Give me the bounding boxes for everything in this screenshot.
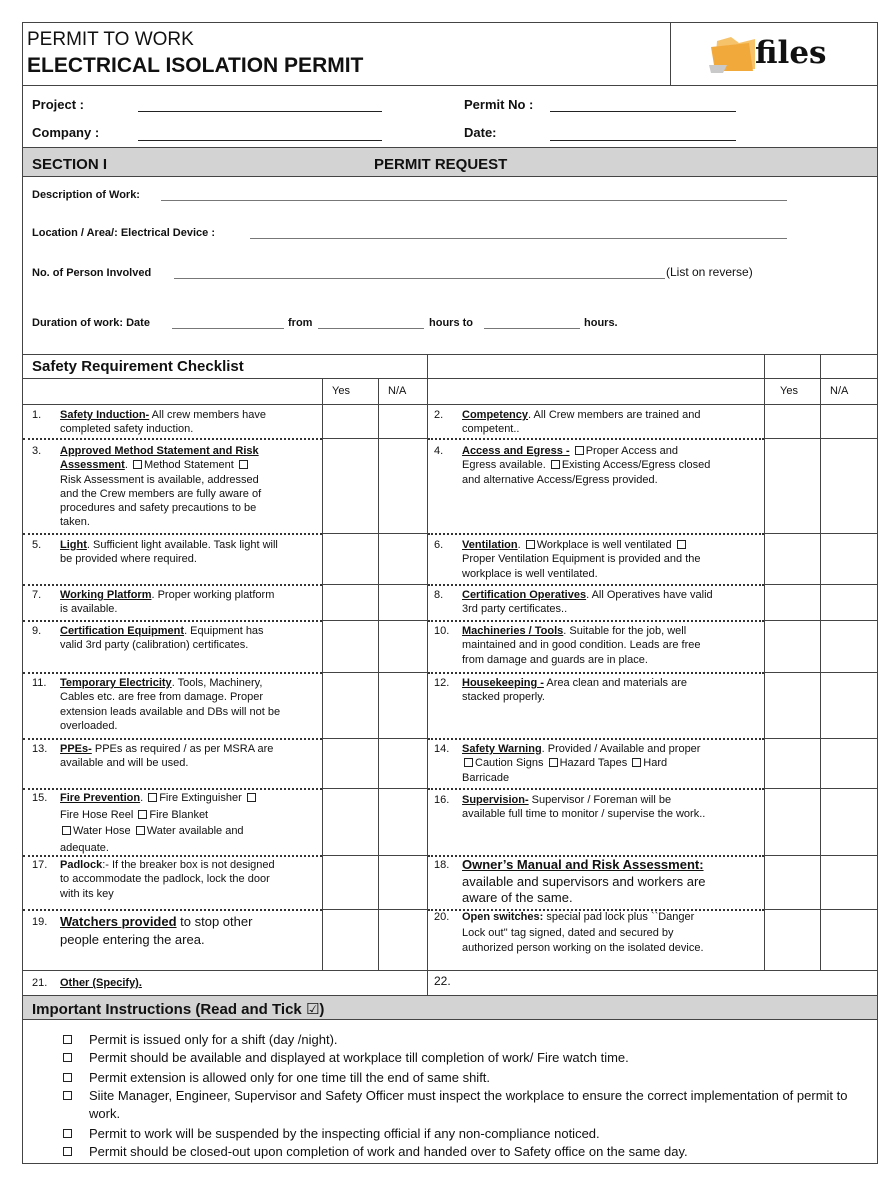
row-separator <box>764 438 877 439</box>
row-separator <box>322 788 427 789</box>
row-separator <box>322 584 427 585</box>
row-separator <box>23 970 877 971</box>
row-separator <box>428 788 764 790</box>
col-na-left: N/A <box>388 385 407 397</box>
table-rule <box>427 378 877 379</box>
row-separator <box>764 620 877 621</box>
section-1-header <box>23 147 877 177</box>
row-separator <box>764 533 877 534</box>
location-label: Location / Area/: Electrical Device : <box>32 227 215 239</box>
checkbox[interactable] <box>63 1129 72 1138</box>
row-separator <box>764 584 877 585</box>
checkbox[interactable] <box>575 446 584 455</box>
date-input[interactable] <box>550 140 736 141</box>
checkbox[interactable] <box>133 460 142 469</box>
col-divider <box>820 354 821 970</box>
checkbox[interactable] <box>632 758 641 767</box>
duration-hours-to-label: hours to <box>429 317 473 329</box>
table-rule <box>23 378 427 379</box>
duration-hours-label: hours. <box>584 317 618 329</box>
row-separator <box>428 620 764 622</box>
row-separator <box>764 909 877 910</box>
checkbox[interactable] <box>148 793 157 802</box>
row-separator <box>428 672 764 674</box>
col-divider <box>764 354 765 970</box>
checklist-title: Safety Requirement Checklist <box>32 358 244 375</box>
row-separator <box>23 620 322 622</box>
col-divider <box>322 378 323 970</box>
section-1-title: PERMIT REQUEST <box>374 156 508 173</box>
logo-text: files <box>755 35 827 71</box>
form-title: ELECTRICAL ISOLATION PERMIT <box>27 54 364 77</box>
description-label: Description of Work: <box>32 189 140 201</box>
form-header <box>23 23 877 86</box>
permit-form: PERMIT TO WORK ELECTRICAL ISOLATION PERMIT files Project : Permit No : Company : Date: SECTION I PERMIT REQUEST Description of Work: Location / Area/: Electrical Device : No. of Person Involved (List on reverse) Duration of work: Date from hours to hours. Safety Requirement Checklist Yes N/A Yes N/A 1. Safety Induction- All crew members have completed safety induction. 2. Competency. All Crew members are trained and competent.. 3. Approved Method Statement and Risk Assessment. Method Statement Risk Assessment is available, addressed and the Crew members are fully aware of procedures and safety precautions to be taken. 4. Access and Egress - Proper Access and Egress available. Existing Access/Egress closed and alternative Access/Egress provided. 5. Light. Sufficient light available. Task light will be provided where required. 6. Ventilation. Workplace is well ventilated Proper Ventilation Equipment is provided and the workplace is well ventilated. 7. Working Platform. Proper working platform is available. 8. Certification Operatives. All Operatives have valid 3rd party certificates.. 9. Certification Equipment. Equipment has valid 3rd party (calibration) certificates. 10. Machineries / Tools. Suitable for the job, well maintained and in good condition. Leads are free from damage and guards are in place. 11. Temporary Electricity. Tools, Machinery, Cables etc. are free from damage. Proper extension leads available and DBs will not be overloaded. 12. Housekeeping - Area clean and materials are stacked properly. 13. PPEs- PPEs as required / as per MSRA are available and will be used. 14. Safety Warning. Provided / Available and proper Caution Signs Hazard Tapes Hard Barricade 15. Fire Prevention. Fire Extinguisher Fire Hose Reel Fire Blanket Water Hose Water available and adequate. 16. Supervision- Supervisor / Foreman will be available full time to monitor / supervise the work.. 17. Padlock:- If the breaker box is not designed to accommodate the padlock, lock the door with its key 18. Owner’s Manual and Risk Assessment: available and supervisors and workers are aware of the same. 19. Watchers provided to stop other people entering the area. 20. Open switches: special pad lock plus ``Danger Lock out'' tag signed, dated and secured by authorized person working on the isolated device. 21. Other (Specify). 22. Important Instructions (Read and Tick ☑) Permit is issued only for a shift (day /night). Permit should be available and displayed at workplace till completion of work/ Fire watch time. Permit extension is allowed only for one time till the end of same shift. Siite Manager, Engineer, Supervisor and Safety Officer must inspect the workplace to ensure the correct implementation of permit to work. Permit to work will be suspended by the inspecting official if any non-compliance noticed. Permit should be closed-out upon completion of work and handed over to Safety office on the same day. <box>22 22 878 1164</box>
col-divider <box>427 354 428 995</box>
duration-to-input[interactable] <box>484 328 580 329</box>
row-separator <box>428 438 764 440</box>
checkbox[interactable] <box>63 1053 72 1062</box>
date-label: Date: <box>464 125 497 140</box>
row-separator <box>428 738 764 740</box>
col-yes-left: Yes <box>332 385 350 397</box>
col-yes-right: Yes <box>780 385 798 397</box>
duration-label: Duration of work: Date <box>32 317 150 329</box>
duration-from-label: from <box>288 317 313 329</box>
checkbox[interactable] <box>677 540 686 549</box>
project-label: Project : <box>32 97 85 112</box>
important-title: Important Instructions (Read and Tick ☑) <box>32 1001 325 1018</box>
permit-no-input[interactable] <box>550 111 736 112</box>
description-input[interactable] <box>161 200 787 201</box>
row-separator <box>764 738 877 739</box>
duration-from-input[interactable] <box>318 328 424 329</box>
table-top-rule <box>23 354 877 355</box>
row-separator <box>322 438 427 439</box>
row-separator <box>764 855 877 856</box>
folder-logo-icon <box>709 35 759 75</box>
checkbox[interactable] <box>526 540 535 549</box>
location-input[interactable] <box>250 238 787 239</box>
col-na-right: N/A <box>830 385 849 397</box>
row-separator <box>23 438 322 440</box>
form-subtitle: PERMIT TO WORK <box>27 29 194 50</box>
important-header <box>23 995 877 1020</box>
persons-label: No. of Person Involved <box>32 267 152 279</box>
col-divider <box>378 378 379 970</box>
section-1-label: SECTION I <box>32 156 108 173</box>
company-input[interactable] <box>138 140 382 141</box>
logo-cell <box>670 23 878 85</box>
checkbox[interactable] <box>138 810 147 819</box>
checkbox[interactable] <box>551 460 560 469</box>
files-logo <box>709 33 839 75</box>
permit-no-label: Permit No : <box>464 97 534 112</box>
project-input[interactable] <box>138 111 382 112</box>
checkbox[interactable] <box>464 758 473 767</box>
row-separator <box>764 788 877 789</box>
checkbox[interactable] <box>63 1035 72 1044</box>
row-separator <box>23 584 322 586</box>
persons-note: (List on reverse) <box>666 265 753 279</box>
company-label: Company : <box>32 125 100 140</box>
checkbox[interactable] <box>63 1147 72 1156</box>
table-rule <box>23 404 877 405</box>
row-separator <box>23 909 322 911</box>
checkbox[interactable] <box>549 758 558 767</box>
checkbox[interactable] <box>62 826 71 835</box>
duration-date-input[interactable] <box>172 328 284 329</box>
checkbox[interactable] <box>136 826 145 835</box>
row-separator <box>23 672 322 674</box>
checkbox[interactable] <box>63 1073 72 1082</box>
checkbox[interactable] <box>239 460 248 469</box>
checkbox[interactable] <box>63 1091 72 1100</box>
row-separator <box>428 584 764 586</box>
persons-input[interactable] <box>174 278 665 279</box>
checkbox[interactable] <box>247 793 256 802</box>
row-separator <box>322 672 427 673</box>
row-separator <box>322 909 427 910</box>
row-separator <box>428 533 764 535</box>
row-separator <box>322 855 427 856</box>
row-separator <box>764 672 877 673</box>
row-separator <box>23 738 322 740</box>
row-separator <box>322 620 427 621</box>
row-separator <box>322 533 427 534</box>
row-separator <box>23 533 322 535</box>
row-separator <box>322 738 427 739</box>
